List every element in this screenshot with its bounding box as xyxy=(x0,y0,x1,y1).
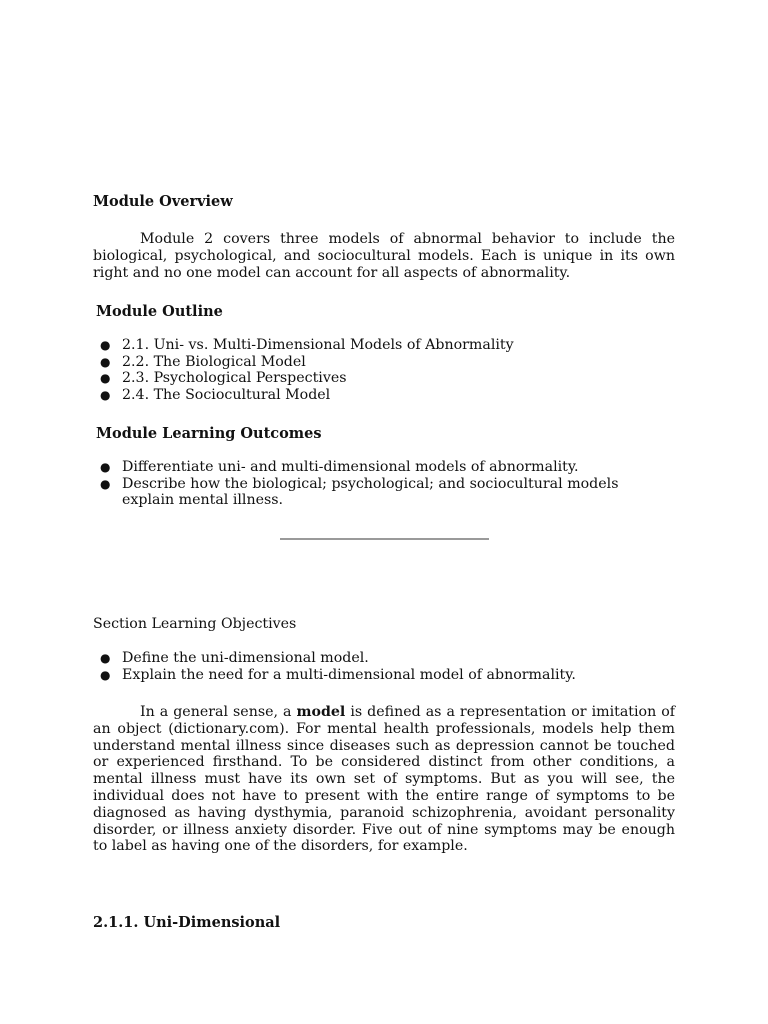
paragraph-rest: is defined as a representation or imitation of an object (dictionary.com). For mental health professionals, models help them understand mental illness since diseases such as depression cannot be touched or experienced firsthand. To be considered distinct from other conditions, a mental illness must have its own set of symptoms. But as you will see, the individual does not have to present with the entire range of symptoms to be diagnosed as having dysthymia, paranoid schizophrenia, avoidant personality disorder, or illness anxiety disorder. Five out of nine symptoms may be enough to label as having one of the disorders, for example. xyxy=(93,704,676,855)
module-outcomes-heading: Module Learning Outcomes xyxy=(96,425,322,442)
list-item xyxy=(93,354,675,371)
outline-item-1: 2.1. Uni- vs. Multi-Dimensional Models of Abnormality xyxy=(122,337,514,353)
section-objectives-list-wrap xyxy=(93,650,675,683)
module-outcomes-list-wrap xyxy=(93,459,675,509)
module-overview-paragraph: Module 2 covers three models of abnormal behavior to include the biological, psychological, and sociocultural models. Each is unique in its own right and no one model can account for all aspects of abnormality. xyxy=(93,231,675,281)
list-item xyxy=(93,667,675,684)
module-outcomes-list xyxy=(93,459,675,509)
list-item xyxy=(93,337,675,354)
module-overview-body xyxy=(93,231,675,281)
outline-item-3: 2.3. Psychological Perspectives xyxy=(122,370,347,387)
bullet-icon: ● xyxy=(100,354,111,369)
list-item xyxy=(93,476,675,509)
bullet-icon: ● xyxy=(100,476,111,491)
list-item xyxy=(93,459,675,476)
subsection-section xyxy=(93,914,675,931)
bullet-icon: ● xyxy=(100,460,111,474)
list-item xyxy=(93,650,675,667)
paragraph-bold-term: model xyxy=(296,704,346,720)
model-definition-paragraph xyxy=(93,704,675,855)
paragraph-intro: In a general sense, a xyxy=(140,704,297,720)
objective-item-1: Define the uni-dimensional model. xyxy=(122,650,369,666)
bullet-icon: ● xyxy=(100,387,111,402)
list-item xyxy=(93,387,675,404)
module-outline-list xyxy=(93,337,675,403)
section-objectives-list xyxy=(93,650,675,683)
module-overview-heading: Module Overview xyxy=(93,193,233,210)
bullet-icon: ● xyxy=(100,371,111,386)
model-definition-body xyxy=(93,704,675,855)
module-outline-heading: Module Outline xyxy=(96,303,223,320)
outcome-item-2: Describe how the biological; psychological; and sociocultural models explain mental illness. xyxy=(122,475,619,509)
outline-item-2: 2.2. The Biological Model xyxy=(122,353,306,370)
document-page xyxy=(93,0,675,1024)
section-objectives-heading: Section Learning Objectives xyxy=(93,616,297,632)
module-outline-list-wrap xyxy=(93,337,675,403)
list-item xyxy=(93,370,675,387)
module-outline-section xyxy=(96,303,678,320)
bullet-icon: ● xyxy=(100,651,111,665)
section-divider xyxy=(280,538,489,540)
module-overview-section xyxy=(93,193,675,210)
objective-item-2: Explain the need for a multi-dimensional model of abnormality. xyxy=(122,666,576,683)
outcome-item-1: Differentiate uni- and multi-dimensional models of abnormality. xyxy=(122,459,579,475)
bullet-icon: ● xyxy=(100,667,111,682)
outline-item-4: 2.4. The Sociocultural Model xyxy=(122,386,331,403)
section-objectives-section xyxy=(93,616,675,633)
module-outcomes-section xyxy=(96,425,678,442)
bullet-icon: ● xyxy=(100,338,111,352)
subsection-heading: 2.1.1. Uni-Dimensional xyxy=(93,914,281,931)
